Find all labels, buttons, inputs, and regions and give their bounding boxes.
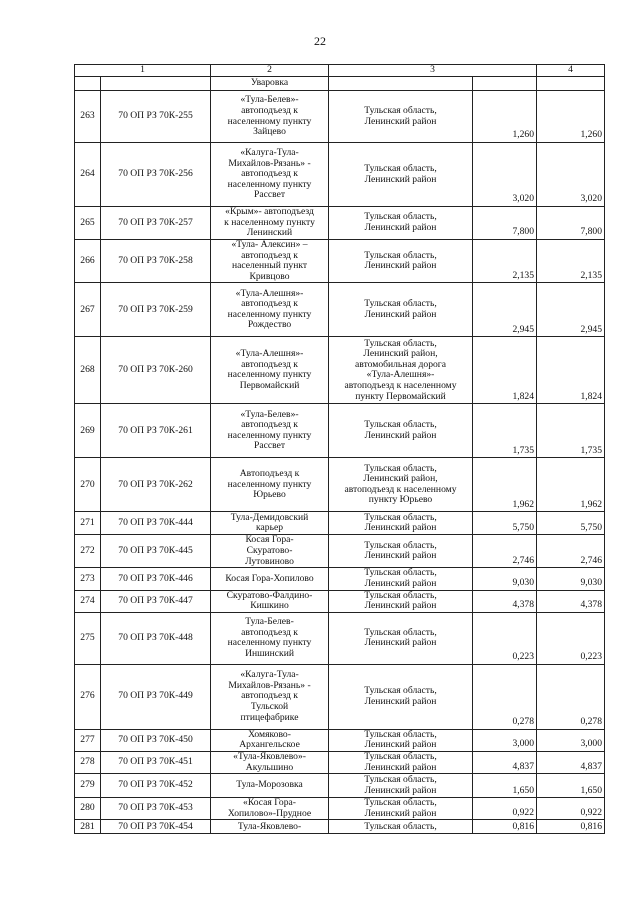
row-number: 273	[75, 568, 101, 590]
road-name: «Тула-Алешня»- автоподъезд к населенному пункту Первомайский	[211, 337, 329, 404]
road-length: 0,278	[473, 664, 537, 729]
road-name: «Тула-Яковлево»- Акульшино	[211, 751, 329, 773]
road-code: 70 ОП РЗ 70К-451	[101, 751, 211, 773]
road-location: Тульская область, Ленинский район	[329, 240, 473, 283]
road-length-total: 1,735	[537, 404, 605, 458]
row-number: 278	[75, 751, 101, 773]
row-number: 266	[75, 240, 101, 283]
continuation-row	[75, 77, 605, 91]
table-row	[75, 751, 605, 773]
row-number: 272	[75, 535, 101, 568]
road-name: Тула-Демидовский карьер	[211, 512, 329, 535]
road-length: 7,800	[473, 207, 537, 240]
table-row	[75, 240, 605, 283]
road-location: Тульская область, Ленинский район	[329, 535, 473, 568]
row-number: 280	[75, 798, 101, 820]
road-length: 1,735	[473, 404, 537, 458]
table-row	[75, 337, 605, 404]
road-length: 4,837	[473, 751, 537, 773]
road-name: Косая Гора-Хопилово	[211, 568, 329, 590]
road-length-total: 4,837	[537, 751, 605, 773]
road-location: Тульская область, Ленинский район	[329, 612, 473, 664]
road-length-total: 9,030	[537, 568, 605, 590]
table-row	[75, 404, 605, 458]
road-code: 70 ОП РЗ 70К-448	[101, 612, 211, 664]
header-col-2: 2	[211, 65, 329, 77]
road-name: Тула-Морозовка	[211, 774, 329, 798]
header-col-1: 1	[75, 65, 211, 77]
road-code: 70 ОП РЗ 70К-454	[101, 820, 211, 834]
road-code: 70 ОП РЗ 70К-446	[101, 568, 211, 590]
row-number: 263	[75, 91, 101, 143]
road-code: 70 ОП РЗ 70К-447	[101, 590, 211, 612]
table-row	[75, 512, 605, 535]
road-name: «Калуга-Тула- Михайлов-Рязань» - автоподъезд к Тульской птицефабрике	[211, 664, 329, 729]
road-location: Тульская область, Ленинский район	[329, 143, 473, 207]
road-code: 70 ОП РЗ 70К-453	[101, 798, 211, 820]
road-name: «Калуга-Тула- Михайлов-Рязань» - автоподъезд к населенному пункту Рассвет	[211, 143, 329, 207]
road-name: «Тула- Алексин» – автоподъезд к населенный пункт Кривцово	[211, 240, 329, 283]
road-location: Тульская область, Ленинский район	[329, 207, 473, 240]
road-length-total: 0,223	[537, 612, 605, 664]
road-length-total: 3,020	[537, 143, 605, 207]
road-location: Тульская область, Ленинский район	[329, 751, 473, 773]
row-number: 276	[75, 664, 101, 729]
road-location: Тульская область, Ленинский район	[329, 798, 473, 820]
road-length-total: 0,816	[537, 820, 605, 834]
road-name: «Тула-Белев»- автоподъезд к населенному пункту Зайцево	[211, 91, 329, 143]
table-row	[75, 729, 605, 751]
table-row	[75, 283, 605, 337]
road-location: Тульская область, Ленинский район	[329, 664, 473, 729]
road-length-total: 1,650	[537, 774, 605, 798]
road-code: 70 ОП РЗ 70К-260	[101, 337, 211, 404]
road-name: Косая Гора- Скуратово- Лутовиново	[211, 535, 329, 568]
road-location: Тульская область,	[329, 820, 473, 834]
table-row	[75, 664, 605, 729]
road-location: Тульская область, Ленинский район	[329, 91, 473, 143]
road-name: Тула-Белев- автоподъезд к населенному пункту Иншинский	[211, 612, 329, 664]
road-length: 2,135	[473, 240, 537, 283]
road-length: 1,650	[473, 774, 537, 798]
roads-table	[74, 64, 605, 834]
road-length: 1,962	[473, 458, 537, 512]
road-length: 3,020	[473, 143, 537, 207]
road-name: Тула-Яковлево-	[211, 820, 329, 834]
road-code: 70 ОП РЗ 70К-256	[101, 143, 211, 207]
road-name: «Косая Гора- Хопилово»-Прудное	[211, 798, 329, 820]
road-location: Тульская область, Ленинский район	[329, 283, 473, 337]
table-row	[75, 207, 605, 240]
road-name: Хомяково- Архангельское	[211, 729, 329, 751]
road-length-total: 2,945	[537, 283, 605, 337]
road-length-total: 2,746	[537, 535, 605, 568]
table-row	[75, 820, 605, 834]
road-length-total: 2,135	[537, 240, 605, 283]
road-location: Тульская область, Ленинский район	[329, 590, 473, 612]
road-length: 3,000	[473, 729, 537, 751]
road-length: 0,223	[473, 612, 537, 664]
road-code: 70 ОП РЗ 70К-450	[101, 729, 211, 751]
road-location: Тульская область, Ленинский район, автомобильная дорога «Тула-Алешня»- автоподъезд к населенному пункту Первомайский	[329, 337, 473, 404]
road-location: Тульская область, Ленинский район	[329, 512, 473, 535]
road-length-total: 7,800	[537, 207, 605, 240]
row-number: 267	[75, 283, 101, 337]
road-length: 2,945	[473, 283, 537, 337]
road-code: 70 ОП РЗ 70К-445	[101, 535, 211, 568]
road-name: Скуратово-Фалдино- Кишкино	[211, 590, 329, 612]
road-length: 0,816	[473, 820, 537, 834]
road-length: 5,750	[473, 512, 537, 535]
road-code: 70 ОП РЗ 70К-257	[101, 207, 211, 240]
row-number: 270	[75, 458, 101, 512]
road-length-total: 0,278	[537, 664, 605, 729]
road-length-total: 3,000	[537, 729, 605, 751]
road-length-total: 1,260	[537, 91, 605, 143]
road-name: «Тула-Алешня»- автоподъезд к населенному пункту Рождество	[211, 283, 329, 337]
road-code: 70 ОП РЗ 70К-255	[101, 91, 211, 143]
road-code: 70 ОП РЗ 70К-261	[101, 404, 211, 458]
road-code: 70 ОП РЗ 70К-452	[101, 774, 211, 798]
road-name: Автоподъезд к населенному пункту Юрьево	[211, 458, 329, 512]
road-length: 1,824	[473, 337, 537, 404]
table-row	[75, 568, 605, 590]
row-number: 281	[75, 820, 101, 834]
road-location: Тульская область, Ленинский район	[329, 404, 473, 458]
row-number: 265	[75, 207, 101, 240]
header-col-3: 3	[329, 65, 537, 77]
road-length: 0,922	[473, 798, 537, 820]
table-row	[75, 798, 605, 820]
table-header-row	[75, 65, 605, 77]
row-number: 274	[75, 590, 101, 612]
road-code: 70 ОП РЗ 70К-259	[101, 283, 211, 337]
road-location: Тульская область, Ленинский район	[329, 774, 473, 798]
table-row	[75, 774, 605, 798]
row-number: 271	[75, 512, 101, 535]
continuation-text: Уваровка	[211, 77, 329, 91]
road-code: 70 ОП РЗ 70К-262	[101, 458, 211, 512]
row-number: 268	[75, 337, 101, 404]
row-number: 275	[75, 612, 101, 664]
page-number: 22	[314, 34, 326, 48]
row-number: 279	[75, 774, 101, 798]
table-row	[75, 458, 605, 512]
table-row	[75, 590, 605, 612]
road-length-total: 4,378	[537, 590, 605, 612]
row-number: 269	[75, 404, 101, 458]
header-col-4: 4	[537, 65, 605, 77]
road-length: 2,746	[473, 535, 537, 568]
road-length: 1,260	[473, 91, 537, 143]
table-row	[75, 535, 605, 568]
row-number: 264	[75, 143, 101, 207]
road-name: «Тула-Белев»- автоподъезд к населенному пункту Рассвет	[211, 404, 329, 458]
road-code: 70 ОП РЗ 70К-449	[101, 664, 211, 729]
road-location: Тульская область, Ленинский район	[329, 568, 473, 590]
road-location: Тульская область, Ленинский район	[329, 729, 473, 751]
road-code: 70 ОП РЗ 70К-444	[101, 512, 211, 535]
road-length: 4,378	[473, 590, 537, 612]
road-length-total: 5,750	[537, 512, 605, 535]
road-name: «Крым»- автоподъезд к населенному пункту Ленинский	[211, 207, 329, 240]
row-number: 277	[75, 729, 101, 751]
road-length-total: 1,824	[537, 337, 605, 404]
table-row	[75, 91, 605, 143]
road-length-total: 0,922	[537, 798, 605, 820]
table-row	[75, 143, 605, 207]
road-length: 9,030	[473, 568, 537, 590]
road-location: Тульская область, Ленинский район, автоподъезд к населенному пункту Юрьево	[329, 458, 473, 512]
table-row	[75, 612, 605, 664]
road-length-total: 1,962	[537, 458, 605, 512]
road-code: 70 ОП РЗ 70К-258	[101, 240, 211, 283]
